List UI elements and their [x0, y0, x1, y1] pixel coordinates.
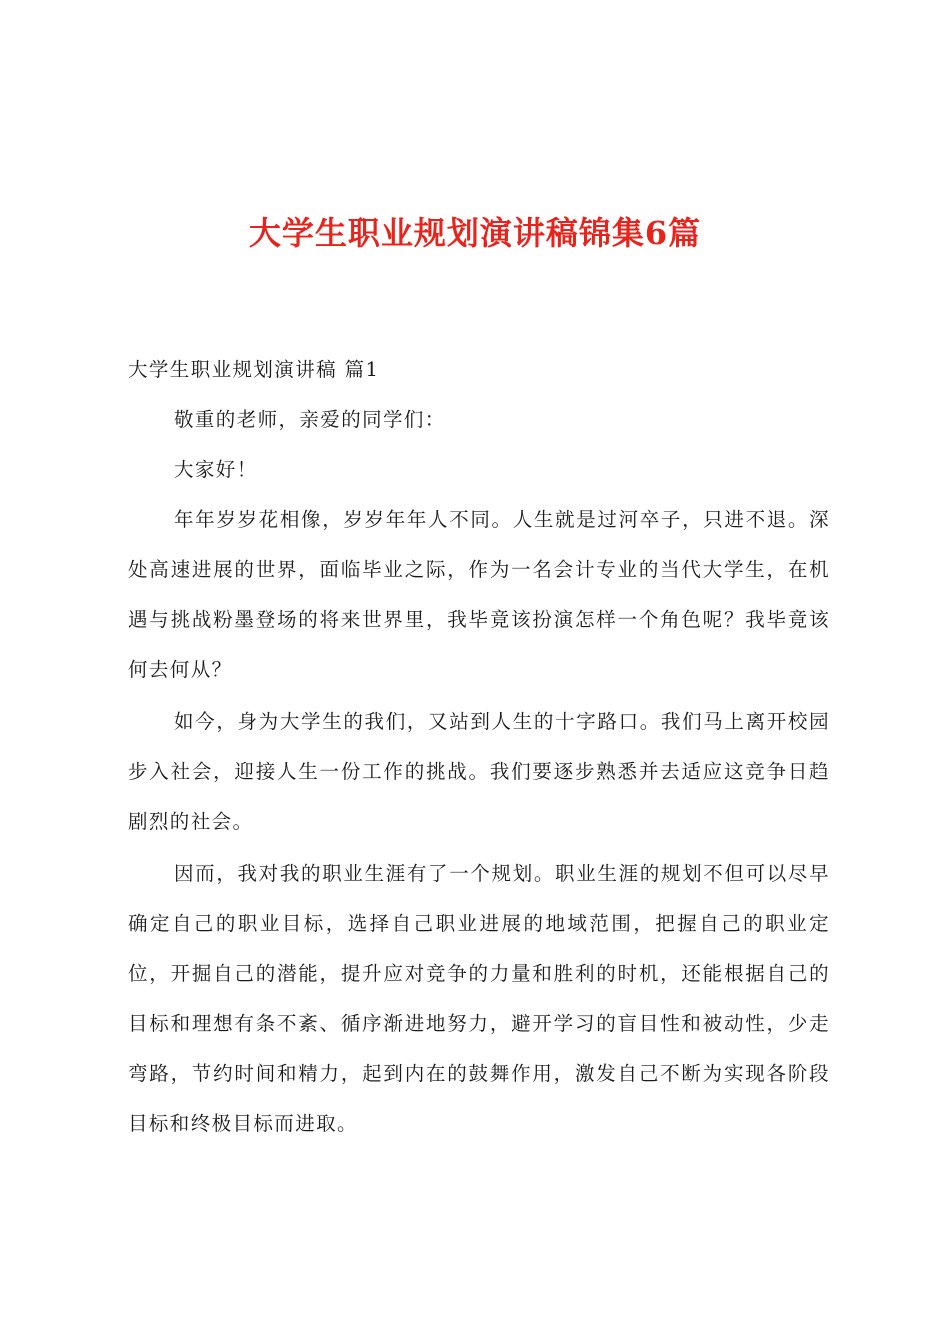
salutation: 敬重的老师，亲爱的同学们：: [174, 408, 446, 431]
document-title: 大学生职业规划演讲稿锦集6篇: [248, 214, 702, 252]
greeting: 大家好！: [174, 458, 258, 481]
body-paragraph: 因而，我对我的职业生涯有了一个规划。职业生涯的规划不但可以尽早确定自己的职业目标，选择自己职业进展的地域范围，把握自己的职业定位，开掘自己的潜能，提升应对竞争的力量和胜利的时机，还能根据自己的目标和理想有条不紊、循序渐进地努力，避开学习的盲目性和被动性，少走弯路，节约时间和精力，起到内在的鼓舞作用，激发自己不断为实现各阶段目标和终极目标而进取。: [128, 862, 830, 1135]
body-paragraph: 如今，身为大学生的我们，又站到人生的十字路口。我们马上离开校园步入社会，迎接人生一份工作的挑战。我们要逐步熟悉并去适应这竞争日趋剧烈的社会。: [128, 710, 830, 833]
document-body: [128, 345, 830, 1151]
section-heading: 大学生职业规划演讲稿 篇1: [128, 358, 380, 381]
body-paragraph: 年年岁岁花相像，岁岁年年人不同。人生就是过河卒子，只进不退。深处高速进展的世界，面临毕业之际，作为一名会计专业的当代大学生，在机遇与挑战粉墨登场的将来世界里，我毕竟该扮演怎样一个角色呢？我毕竟该何去何从？: [128, 508, 830, 681]
